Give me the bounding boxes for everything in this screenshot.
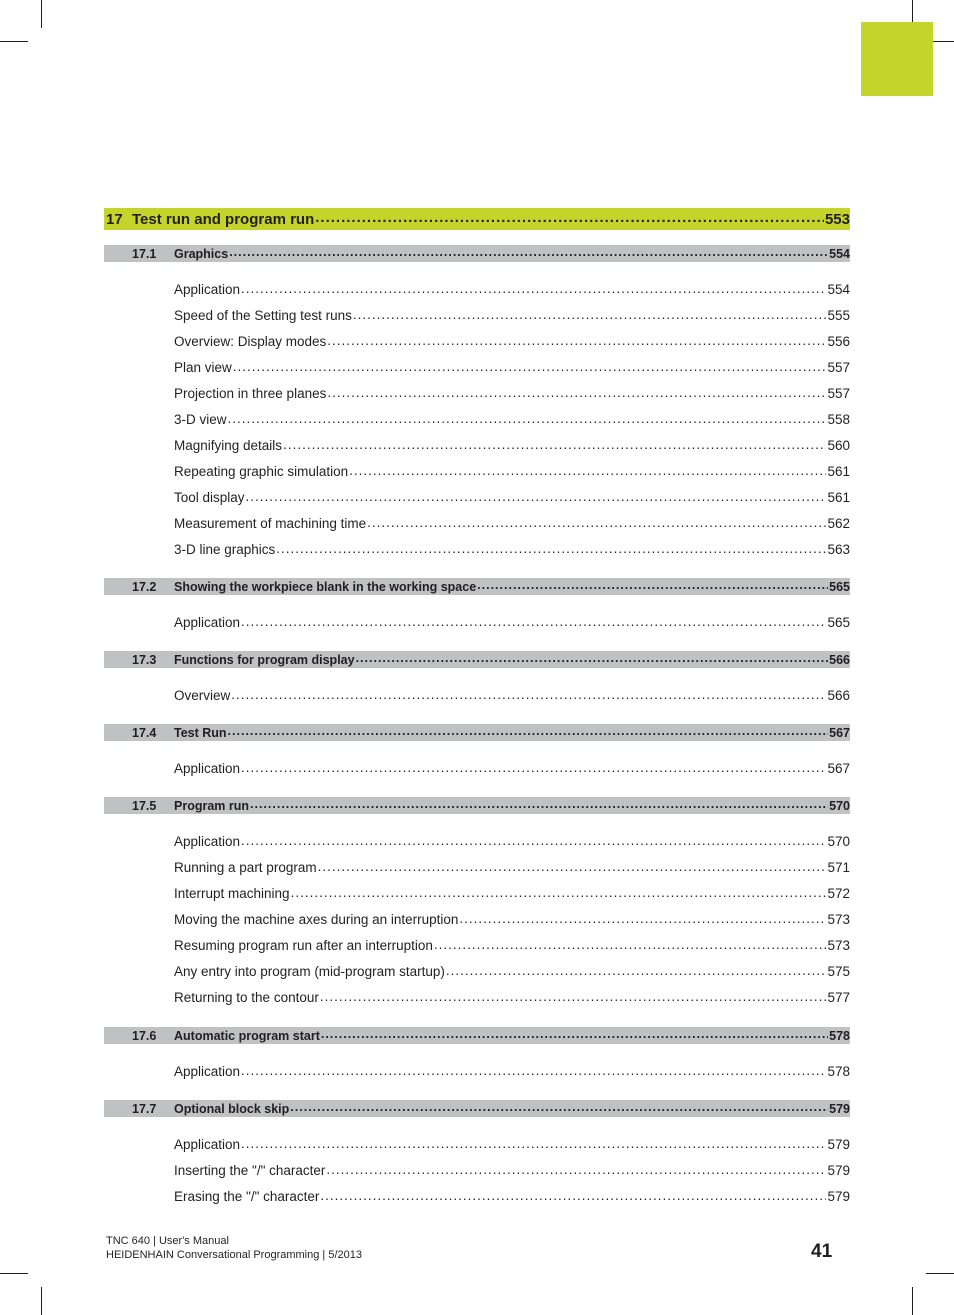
toc-entry[interactable] bbox=[174, 1063, 850, 1080]
dot-leader bbox=[246, 491, 827, 505]
section-page: 570 bbox=[829, 798, 850, 813]
dot-leader bbox=[315, 212, 824, 227]
section-page: 554 bbox=[829, 246, 850, 261]
toc-entry[interactable] bbox=[174, 515, 850, 532]
section-title: Test Run bbox=[174, 725, 227, 740]
chapter-title: Test run and program run bbox=[132, 210, 315, 228]
toc-entry[interactable] bbox=[174, 911, 850, 928]
footer bbox=[106, 1234, 362, 1262]
section-heading[interactable] bbox=[104, 1100, 850, 1117]
toc-entry[interactable] bbox=[174, 541, 850, 558]
footer-publisher: HEIDENHAIN Conversational Programming | 5/2013 bbox=[106, 1249, 362, 1261]
dot-leader bbox=[241, 283, 826, 297]
entry-title: Overview: Display modes bbox=[174, 334, 327, 349]
dot-leader bbox=[241, 1138, 826, 1152]
dot-leader bbox=[321, 1029, 828, 1042]
section-title: Showing the workpiece blank in the working space bbox=[174, 579, 477, 594]
dot-leader bbox=[353, 309, 827, 323]
section-page: 567 bbox=[829, 725, 850, 740]
entry-title: Returning to the contour bbox=[174, 990, 319, 1005]
entry-page: 561 bbox=[827, 490, 850, 505]
entry-title: Measurement of machining time bbox=[174, 516, 367, 531]
section-number: 17.6 bbox=[132, 1028, 157, 1043]
entry-page: 579 bbox=[827, 1137, 850, 1152]
entry-title: Application bbox=[174, 1064, 241, 1079]
entry-page: 566 bbox=[827, 688, 850, 703]
section-title: Program run bbox=[174, 798, 250, 813]
dot-leader bbox=[434, 939, 827, 953]
toc-entry[interactable] bbox=[174, 833, 850, 850]
entry-page: 575 bbox=[827, 964, 850, 979]
crop-mark bbox=[41, 1287, 42, 1315]
dot-leader bbox=[477, 580, 828, 593]
crop-mark bbox=[0, 41, 28, 42]
dot-leader bbox=[327, 335, 826, 349]
toc-entry[interactable] bbox=[174, 385, 850, 402]
entry-page: 567 bbox=[827, 761, 850, 776]
entry-title: Application bbox=[174, 1137, 241, 1152]
section-title: Functions for program display bbox=[174, 652, 355, 667]
entry-title: Application bbox=[174, 282, 241, 297]
section-title: Optional block skip bbox=[174, 1101, 290, 1116]
crop-mark bbox=[926, 1273, 954, 1274]
dot-leader bbox=[241, 762, 826, 776]
entry-title: Resuming program run after an interruption bbox=[174, 938, 433, 953]
dot-leader bbox=[228, 726, 829, 739]
dot-leader bbox=[459, 913, 826, 927]
section-heading[interactable] bbox=[104, 724, 850, 741]
entry-title: Tool display bbox=[174, 490, 245, 505]
section-number: 17.1 bbox=[132, 246, 157, 261]
footer-manual-title: TNC 640 | User's Manual bbox=[106, 1235, 229, 1247]
entry-title: Speed of the Setting test runs bbox=[174, 308, 352, 323]
section-heading[interactable] bbox=[104, 797, 850, 814]
entry-page: 563 bbox=[827, 542, 850, 557]
dot-leader bbox=[356, 653, 829, 666]
entry-page: 556 bbox=[827, 334, 850, 349]
dot-leader bbox=[327, 387, 826, 401]
entry-title: Application bbox=[174, 761, 241, 776]
toc-entry[interactable] bbox=[174, 1188, 850, 1205]
entry-page: 565 bbox=[827, 615, 850, 630]
toc-entry[interactable] bbox=[174, 614, 850, 631]
toc-entry[interactable] bbox=[174, 1136, 850, 1153]
entry-page: 560 bbox=[827, 438, 850, 453]
crop-mark bbox=[41, 0, 42, 28]
entry-title: Any entry into program (mid-program startup) bbox=[174, 964, 445, 979]
entry-page: 572 bbox=[827, 886, 850, 901]
section-number: 17.3 bbox=[132, 652, 157, 667]
entry-page: 570 bbox=[827, 834, 850, 849]
toc-entry[interactable] bbox=[174, 281, 850, 298]
chapter-tab-marker bbox=[861, 22, 933, 96]
section-heading[interactable] bbox=[104, 578, 850, 595]
section-number: 17.2 bbox=[132, 579, 157, 594]
entry-page: 571 bbox=[827, 860, 850, 875]
chapter-number: 17 bbox=[106, 210, 123, 228]
entry-page: 573 bbox=[827, 938, 850, 953]
entry-page: 558 bbox=[827, 412, 850, 427]
toc-entry[interactable] bbox=[174, 687, 850, 704]
dot-leader bbox=[228, 413, 827, 427]
dot-leader bbox=[349, 465, 826, 479]
toc-entry[interactable] bbox=[174, 463, 850, 480]
section-title: Graphics bbox=[174, 246, 229, 261]
toc-entry[interactable] bbox=[174, 411, 850, 428]
section-page: 579 bbox=[829, 1101, 850, 1116]
dot-leader bbox=[320, 991, 827, 1005]
section-page: 566 bbox=[829, 652, 850, 667]
toc-entry[interactable] bbox=[174, 333, 850, 350]
entry-title: Application bbox=[174, 834, 241, 849]
entry-title: Interrupt machining bbox=[174, 886, 290, 901]
entry-page: 579 bbox=[827, 1163, 850, 1178]
entry-title: Application bbox=[174, 615, 241, 630]
dot-leader bbox=[367, 517, 826, 531]
toc-entry[interactable] bbox=[174, 489, 850, 506]
toc-entry[interactable] bbox=[174, 1162, 850, 1179]
dot-leader bbox=[241, 835, 826, 849]
page-number: 41 bbox=[811, 1241, 833, 1262]
dot-leader bbox=[241, 616, 826, 630]
section-page: 578 bbox=[829, 1028, 850, 1043]
section-number: 17.7 bbox=[132, 1101, 157, 1116]
section-number: 17.5 bbox=[132, 798, 157, 813]
entry-page: 554 bbox=[827, 282, 850, 297]
crop-mark bbox=[0, 1273, 28, 1274]
entry-page: 562 bbox=[827, 516, 850, 531]
entry-title: 3-D line graphics bbox=[174, 542, 276, 557]
dot-leader bbox=[291, 887, 827, 901]
toc-entry[interactable] bbox=[174, 859, 850, 876]
entry-title: Erasing the "/" character bbox=[174, 1189, 320, 1204]
entry-page: 555 bbox=[827, 308, 850, 323]
entry-page: 579 bbox=[827, 1189, 850, 1204]
toc-entry[interactable] bbox=[174, 989, 850, 1006]
chapter-heading[interactable] bbox=[104, 208, 850, 230]
dot-leader bbox=[446, 965, 827, 979]
section-heading[interactable] bbox=[104, 651, 850, 668]
dot-leader bbox=[318, 861, 827, 875]
dot-leader bbox=[283, 439, 826, 453]
dot-leader bbox=[250, 799, 828, 812]
entry-title: Overview bbox=[174, 688, 231, 703]
entry-page: 578 bbox=[827, 1064, 850, 1079]
dot-leader bbox=[231, 689, 826, 703]
section-heading[interactable] bbox=[104, 1027, 850, 1044]
entry-page: 561 bbox=[827, 464, 850, 479]
entry-page: 557 bbox=[827, 386, 850, 401]
entry-page: 573 bbox=[827, 912, 850, 927]
section-page: 565 bbox=[829, 579, 850, 594]
dot-leader bbox=[233, 361, 827, 375]
chapter-page: 553 bbox=[824, 210, 850, 228]
dot-leader bbox=[241, 1065, 826, 1079]
entry-title: Repeating graphic simulation bbox=[174, 464, 349, 479]
entry-title: Projection in three planes bbox=[174, 386, 327, 401]
entry-title: 3-D view bbox=[174, 412, 227, 427]
section-title: Automatic program start bbox=[174, 1028, 320, 1043]
entry-title: Running a part program bbox=[174, 860, 317, 875]
dot-leader bbox=[229, 247, 828, 260]
section-number: 17.4 bbox=[132, 725, 157, 740]
toc-entry[interactable] bbox=[174, 937, 850, 954]
entry-title: Plan view bbox=[174, 360, 232, 375]
dot-leader bbox=[290, 1102, 828, 1115]
toc-entry[interactable] bbox=[174, 359, 850, 376]
entry-title: Magnifying details bbox=[174, 438, 283, 453]
section-heading[interactable] bbox=[104, 245, 850, 262]
toc-entry[interactable] bbox=[174, 307, 850, 324]
toc-entry[interactable] bbox=[174, 437, 850, 454]
toc-entry[interactable] bbox=[174, 885, 850, 902]
dot-leader bbox=[326, 1164, 826, 1178]
toc-entry[interactable] bbox=[174, 760, 850, 777]
toc-entry[interactable] bbox=[174, 963, 850, 980]
crop-mark bbox=[912, 1287, 913, 1315]
entry-title: Moving the machine axes during an interruption bbox=[174, 912, 459, 927]
dot-leader bbox=[276, 543, 826, 557]
dot-leader bbox=[320, 1190, 826, 1204]
entry-title: Inserting the "/" character bbox=[174, 1163, 326, 1178]
entry-page: 557 bbox=[827, 360, 850, 375]
entry-page: 577 bbox=[827, 990, 850, 1005]
